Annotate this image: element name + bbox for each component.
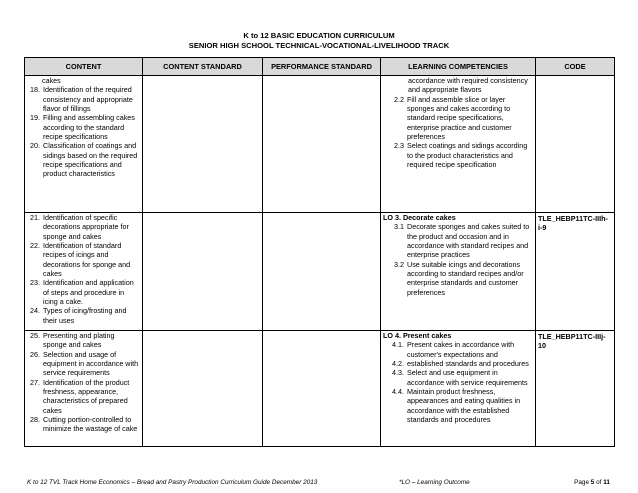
header-content: CONTENT	[25, 58, 143, 76]
content-cell	[25, 213, 143, 331]
content-standard-cell	[143, 76, 263, 213]
table-row	[25, 331, 615, 447]
header-learning-competencies: LEARNING COMPETENCIES	[381, 58, 536, 76]
list-item: 25. Presenting and plating sponge and cakes	[30, 331, 115, 350]
footer-lo-legend: *LO – Learning Outcome	[399, 479, 470, 486]
table-header-row	[25, 58, 615, 76]
table-row	[25, 213, 615, 331]
list-item: 3.2 Use suitable icings and decorations according to standard recipes and/or enterprise standards and customer preferences	[394, 259, 524, 297]
list-item: 18. Identification of the required consistency and appropriate flavor of fillings	[30, 85, 133, 114]
list-item: 2.3 Select coatings and sidings according to the product characteristics and required recipe specification	[394, 141, 528, 170]
performance-standard-cell	[263, 76, 381, 213]
list-item: 26. Selection and usage of equipment in accordance with service requirements	[30, 349, 139, 378]
competencies-cell	[381, 213, 536, 331]
list-item: 27. Identification of the product freshness, appearance, characteristics of prepared cakes	[30, 377, 130, 415]
list-item: 4.2. established standards and procedures	[392, 359, 529, 369]
list-item: 4.4. Maintain product freshness, appearances and eating qualities in accordance with the established standards and procedures	[392, 387, 521, 425]
list-item: 24. Types of icing/frosting and their uses	[30, 306, 127, 325]
competencies-lead: accordance with required consistency and appropriate flavors	[408, 76, 528, 95]
content-standard-cell	[143, 213, 263, 331]
page-number: Page 5 of 11	[574, 479, 610, 486]
competency-code: TLE_HEBP11TC-IIIj-10	[538, 332, 606, 350]
content-lead: cakes	[42, 76, 61, 85]
curriculum-table	[24, 57, 615, 447]
list-item: 22. Identification of standard recipes of icings and decorations for sponge and cakes	[30, 241, 131, 279]
code-cell	[536, 213, 615, 331]
document-subtitle: SENIOR HIGH SCHOOL TECHNICAL-VOCATIONAL-LIVELIHOOD TRACK	[188, 41, 450, 50]
code-cell	[536, 331, 615, 447]
header-performance-standard: PERFORMANCE STANDARD	[263, 58, 381, 76]
performance-standard-cell	[263, 331, 381, 447]
header-code: CODE	[536, 58, 615, 76]
table-row	[25, 76, 615, 213]
content-cell	[25, 76, 143, 213]
header-content-standard: CONTENT STANDARD	[143, 58, 263, 76]
learning-outcome-title: LO 4. Present cakes	[383, 331, 452, 340]
competency-code: TLE_HEBP11TC-IIIh-i-9	[538, 214, 608, 232]
list-item: 20. Classification of coatings and sidings based on the required recipe specifications and product characteristics	[30, 141, 138, 179]
content-cell	[25, 331, 143, 447]
list-item: 23. Identification and application of steps and procedure in icing a cake.	[30, 278, 134, 307]
performance-standard-cell	[263, 213, 381, 331]
document-title: K to 12 BASIC EDUCATION CURRICULUM	[243, 31, 395, 40]
list-item: 28. Cutting portion-controlled to minimize the wastage of cake	[30, 415, 138, 434]
content-standard-cell	[143, 331, 263, 447]
code-cell	[536, 76, 615, 213]
list-item: 2.2 Fill and assemble slice or layer sponges and cakes according to standard recipe specifications, enterprise practice and customer preferences	[394, 94, 512, 142]
footer-guide-title: K to 12 TVL Track Home Economics – Bread and Pastry Production Curriculum Guide December 2013	[27, 479, 318, 486]
page-footer	[27, 478, 610, 488]
competencies-cell	[381, 331, 536, 447]
list-item: 4.1. Present cakes in accordance with customer's expectations and	[392, 340, 515, 359]
list-item: 3.1 Decorate sponges and cakes suited to the product and occasion and in accordance with standard recipes and enterprise practices	[394, 222, 530, 260]
list-item: 21. Identification of specific decorations appropriate for sponge and cakes	[30, 213, 129, 241]
list-item: 19. Filling and assembling cakes according to the standard recipe specifications	[30, 113, 135, 142]
learning-outcome-title: LO 3. Decorate cakes	[383, 213, 456, 222]
competencies-cell	[381, 76, 536, 213]
list-item: 4.3. Select and use equipment in accordance with service requirements	[392, 368, 528, 387]
